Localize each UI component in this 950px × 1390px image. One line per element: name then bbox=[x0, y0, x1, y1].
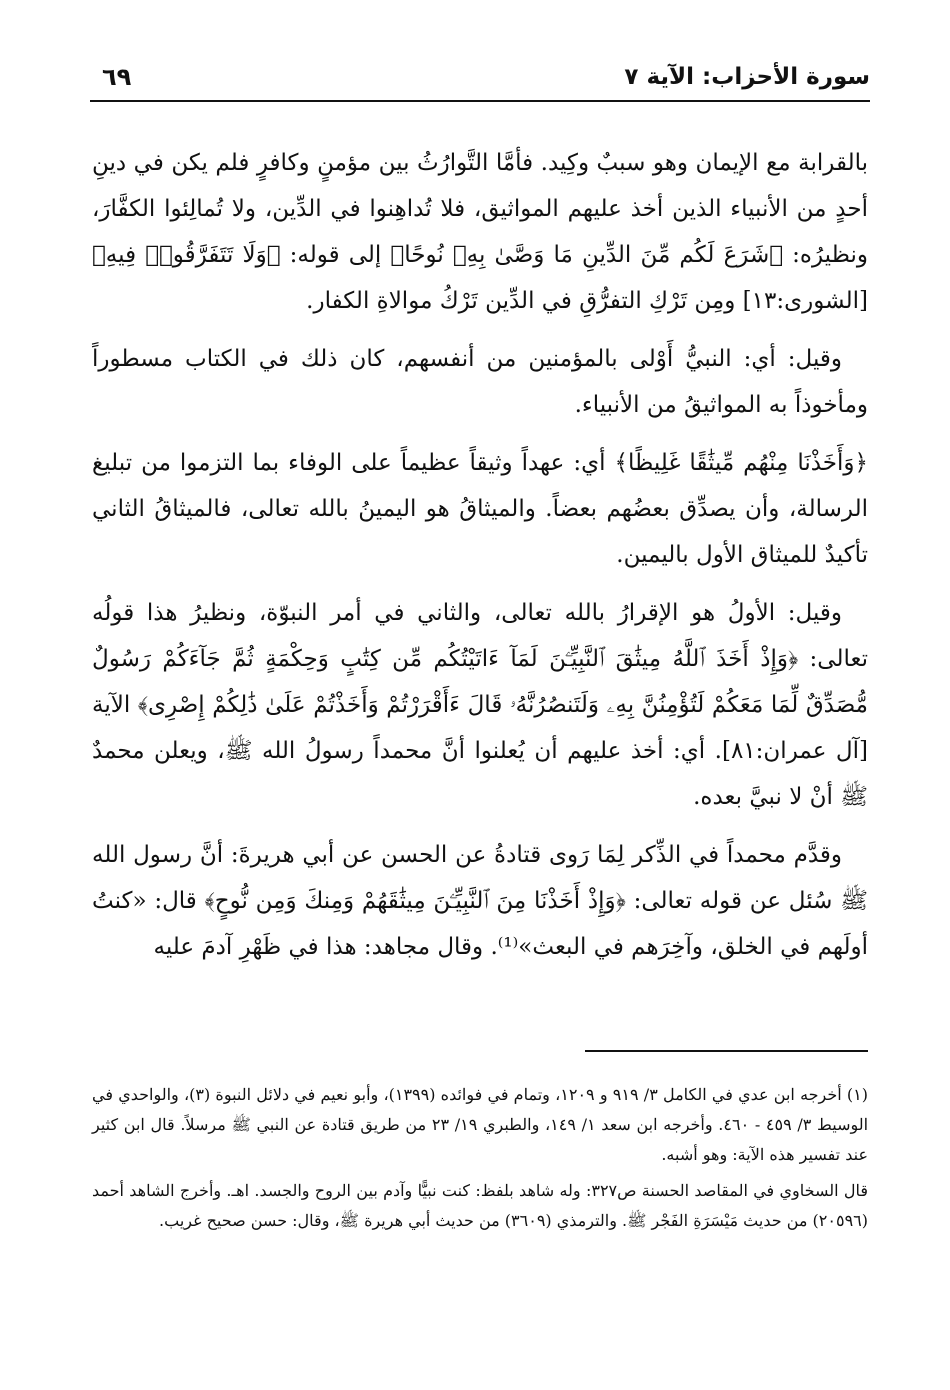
footnote-divider bbox=[585, 1050, 868, 1052]
paragraph-2: وقيل: أي: النبيُّ أَوْلى بالمؤمنين من أنفسهم، كان ذلك في الكتاب مسطوراً ومأخوذاً به المواثيقُ من الأنبياء. bbox=[92, 346, 868, 418]
footnote-1: (١) أخرجه ابن عدي في الكامل ٣/ ٩١٩ و ١٢٠٩، وتمام في فوائده (١٣٩٩)، وأبو نعيم في دلائل النبوة (٣)، والواحدي في الوسيط ٣/ ٤٥٩ - ٤٦٠. وأخرجه ابن سعد ١/ ١٤٩، والطبري ١٩/ ٢٣ من طريق قتادة عن النبي ﷺ مرسلاً. قال ابن كثير عند تفسير هذه الآية: وهو أشبه. bbox=[92, 1085, 869, 1164]
main-text bbox=[92, 140, 868, 982]
surah-verse-title: سورة الأحزاب: الآية ٧ bbox=[624, 64, 870, 90]
paragraph-4: وقيل: الأولُ هو الإقرارُ بالله تعالى، والثاني في أمر النبوّة، ونظيرُ هذا قولُه تعالى: ﴿وَإِذْ أَخَذَ ٱللَّهُ مِيثَٰقَ ٱلنَّبِيِّـۧنَ لَمَآ ءَاتَيْتُكُم مِّن كِتَٰبٍ وَحِكْمَةٍ ثُمَّ جَآءَكُمْ رَسُولٌ مُّصَدِّقٌ لِّمَا مَعَكُمْ لَتُؤْمِنُنَّ بِهِۦ وَلَتَنصُرُنَّهُۥ قَالَ ءَأَقْرَرْتُمْ وَأَخَذْتُمْ عَلَىٰ ذَٰلِكُمْ إِصْرِى﴾ الآية [آل عمران:٨١]. أي: أخذ عليهم أن يُعلنوا أنَّ محمداً رسولُ الله ﷺ، ويعلن محمدٌ ﷺ أنْ لا نبيَّ بعده. bbox=[92, 600, 868, 810]
page-number: ٦٩ bbox=[102, 63, 132, 91]
header-divider bbox=[90, 100, 870, 102]
footnote-1-continued: قال السخاوي في المقاصد الحسنة ص٣٢٧: وله شاهد بلفظ: كنت نبيًّا وآدم بين الروح والجسد. اهـ. وأخرج الشاهد أحمد (٢٠٥٩٦) من حديث مَيْسَرَةِ الفَجْر ﷺ. والترمذي (٣٦٠٩) من حديث أبي هريرة ﷺ، وقال: حسن صحيح غريب. bbox=[92, 1181, 869, 1230]
paragraph-1: بالقرابة مع الإيمان وهو سببٌ وكِيد. فأمَّا التَّوارُثُ بين مؤمنٍ وكافرٍ فلم يكن في دينِ أحدٍ من الأنبياء الذين أخذ عليهم المواثيق، فلا تُداهِنوا في الدِّين، ولا تُمالِئوا الكفَّارَ، ونظيرُه: ﴿شَرَعَ لَكُم مِّنَ الدِّينِ مَا وَصَّىٰ بِهِۦ نُوحًا﴾ إلى قوله: ﴿وَلَا تَتَفَرَّقُوا۟ فِيهِ﴾ [الشورى:١٣] ومِن تَرْكِ التفرُّقِ في الدِّين تَرْكُ موالاةِ الكفار. bbox=[92, 150, 868, 314]
page-header bbox=[90, 62, 870, 102]
footnotes bbox=[92, 1080, 868, 1242]
paragraph-3: ﴿وَأَخَذْنَا مِنْهُم مِّيثَٰقًا غَلِيظًا﴾ أي: عهداً وثيقاً عظيماً على الوفاء بما التزموا من تبليغ الرسالة، وأن يصدِّق بعضُهم بعضاً. والميثاقُ هو اليمينُ بالله تعالى، فالميثاقُ الثاني تأكيدٌ للميثاق الأول باليمين. bbox=[92, 450, 868, 568]
paragraph-5: وقدَّم محمداً في الذِّكر لِمَا رَوى قتادةُ عن الحسن عن أبي هريرةَ: أنَّ رسول الله ﷺ سُئل عن قوله تعالى: ﴿وَإِذْ أَخَذْنَا مِنَ ٱلنَّبِيِّـۧنَ مِيثَٰقَهُمْ وَمِنكَ وَمِن نُّوحٍ﴾ قال: «كنتُ أولَهم في الخلق، وآخِرَهم في البعث»⁽¹⁾. وقال مجاهد: هذا في ظَهْرِ آدمَ عليه bbox=[92, 842, 868, 960]
